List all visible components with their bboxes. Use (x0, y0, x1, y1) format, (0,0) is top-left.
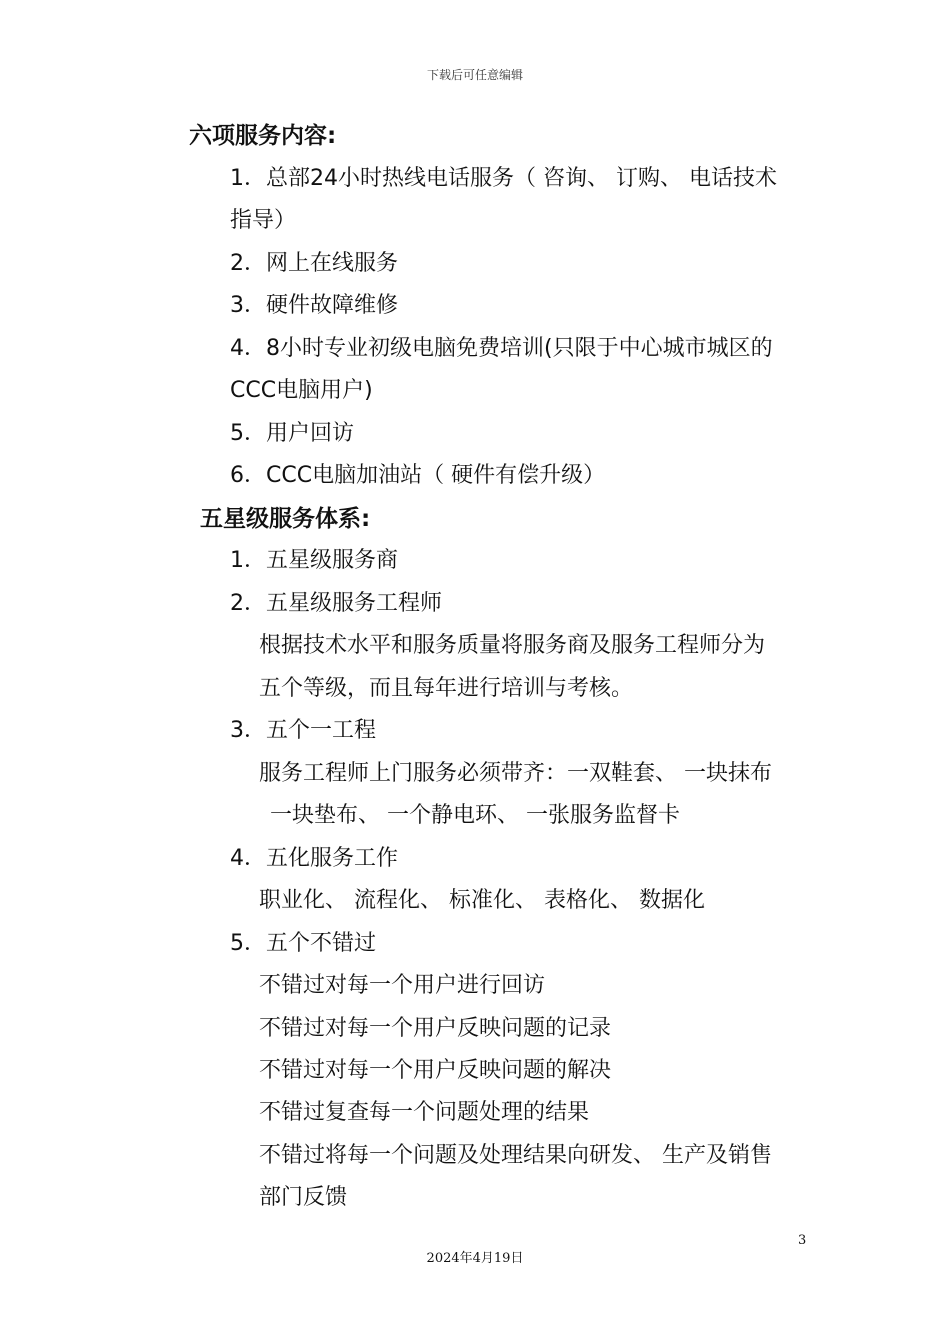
list-item-detail: 职业化、 流程化、 标准化、 表格化、 数据化 (259, 888, 705, 913)
list-item-detail: 不错过将每一个问题及处理结果向研发、 生产及销售 (259, 1143, 772, 1168)
list-item: 5．用户回访 (230, 421, 354, 446)
list-item: 1．五星级服务商 (230, 548, 398, 573)
page-header-text: 下载后可任意编辑 (426, 68, 523, 82)
list-item-continuation: CCC电脑用户) (230, 378, 373, 403)
list-item-detail: 不错过对每一个用户反映问题的解决 (259, 1058, 612, 1083)
footer-date: 2024年4月19日 (426, 1251, 524, 1266)
list-item-detail: 部门反馈 (259, 1185, 348, 1210)
section-heading: 六项服务内容: (189, 123, 337, 149)
list-item-detail: 不错过对每一个用户进行回访 (259, 973, 546, 998)
section-heading: 五星级服务体系: (200, 506, 371, 532)
list-item: 4．8小时专业初级电脑免费培训(只限于中心城市城区的 (230, 336, 773, 361)
list-item: 2．五星级服务工程师 (230, 591, 442, 616)
list-item-detail: 不错过对每一个用户反映问题的记录 (259, 1016, 612, 1041)
list-item-continuation: 指导） (230, 208, 297, 233)
list-item: 6．CCC电脑加油站（ 硬件有偿升级） (230, 463, 606, 488)
list-item: 4．五化服务工作 (230, 846, 398, 871)
list-item-detail: 五个等级，而且每年进行培训与考核。 (259, 676, 634, 701)
list-item: 1．总部24小时热线电话服务（ 咨询、 订购、 电话技术 (230, 166, 777, 191)
list-item-detail: 根据技术水平和服务质量将服务商及服务工程师分为 (259, 633, 766, 658)
list-item: 3．硬件故障维修 (230, 293, 398, 318)
list-item: 3．五个一工程 (230, 718, 376, 743)
page-number: 3 (798, 1233, 807, 1248)
list-item-detail: 服务工程师上门服务必须带齐：一双鞋套、 一块抹布 (259, 761, 772, 786)
list-item-detail: 不错过复查每一个问题处理的结果 (259, 1100, 590, 1125)
list-item-detail: 一块垫布、 一个静电环、 一张服务监督卡 (270, 803, 680, 828)
list-item: 5．五个不错过 (230, 931, 376, 956)
list-item: 2．网上在线服务 (230, 251, 398, 276)
